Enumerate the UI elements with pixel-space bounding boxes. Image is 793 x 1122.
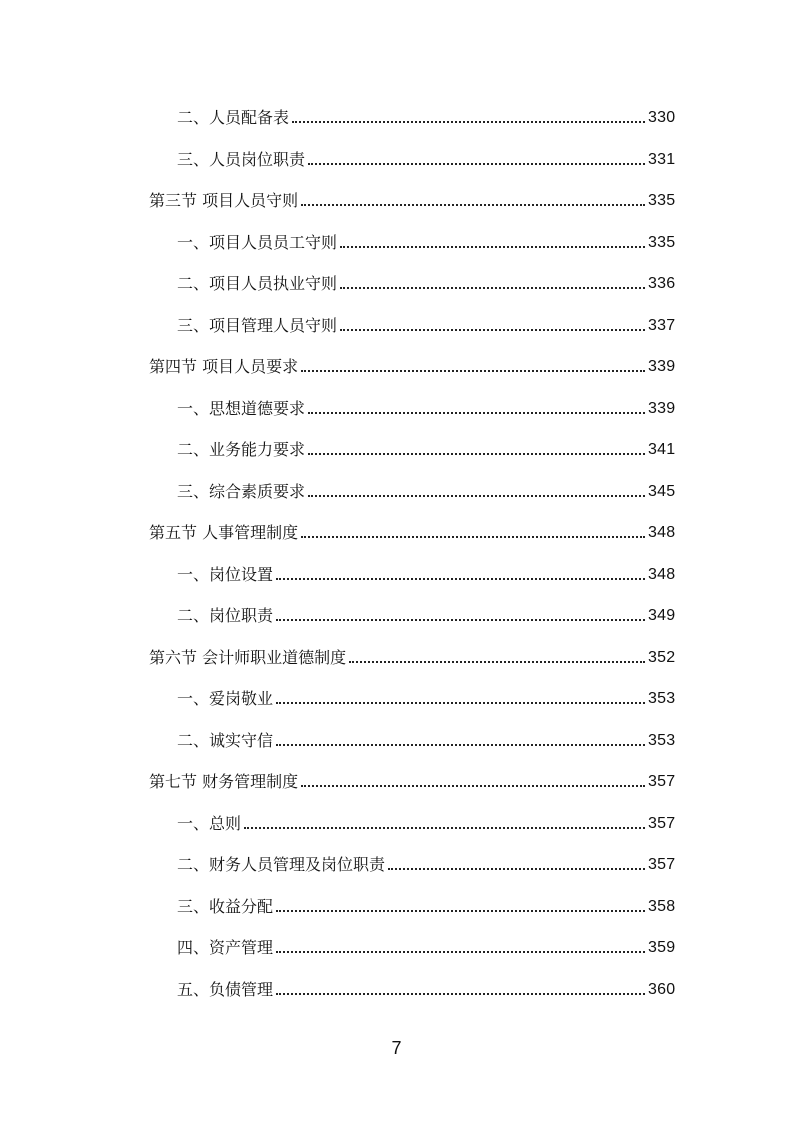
toc-entry[interactable] bbox=[0, 308, 793, 336]
toc-dot-leader bbox=[340, 329, 645, 331]
toc-entry-page: 348 bbox=[648, 566, 676, 583]
page-number: 7 bbox=[391, 1038, 402, 1058]
toc-entry-page: 335 bbox=[648, 234, 676, 251]
toc-dot-leader bbox=[276, 619, 645, 621]
toc-entry-label: 三、收益分配 bbox=[177, 897, 274, 916]
toc-entry-page: 353 bbox=[648, 732, 676, 749]
toc-entry-page: 341 bbox=[648, 441, 676, 458]
toc-entry[interactable] bbox=[0, 847, 793, 875]
toc-entry[interactable] bbox=[0, 557, 793, 585]
toc-entry[interactable] bbox=[0, 142, 793, 170]
toc-entry-label: 一、思想道德要求 bbox=[177, 399, 306, 418]
toc-entry[interactable] bbox=[0, 391, 793, 419]
toc-entry[interactable] bbox=[0, 598, 793, 626]
toc-entry-page: 336 bbox=[648, 275, 676, 292]
toc-entry[interactable] bbox=[0, 183, 793, 211]
toc-entry-page: 358 bbox=[648, 898, 676, 915]
toc-dot-leader bbox=[301, 785, 645, 787]
toc-dot-leader bbox=[301, 204, 645, 206]
toc-dot-leader bbox=[276, 951, 645, 953]
toc-entry[interactable] bbox=[0, 930, 793, 958]
toc-dot-leader bbox=[276, 744, 645, 746]
toc-dot-leader bbox=[292, 121, 645, 123]
toc-entry-label: 第四节 项目人员要求 bbox=[149, 357, 299, 376]
toc-entry-label: 一、岗位设置 bbox=[177, 565, 274, 584]
toc-entry[interactable] bbox=[0, 225, 793, 253]
toc-entry[interactable] bbox=[0, 681, 793, 709]
toc-dot-leader bbox=[308, 495, 645, 497]
toc-entry-page: 339 bbox=[648, 358, 676, 375]
toc-entry[interactable] bbox=[0, 515, 793, 543]
toc-entry-label: 二、人员配备表 bbox=[177, 108, 290, 127]
toc-entry-label: 四、资产管理 bbox=[177, 938, 274, 957]
toc-entry[interactable] bbox=[0, 764, 793, 792]
toc-dot-leader bbox=[349, 661, 645, 663]
toc-dot-leader bbox=[340, 246, 645, 248]
toc-entry-page: 348 bbox=[648, 524, 676, 541]
toc-dot-leader bbox=[301, 536, 645, 538]
toc-dot-leader bbox=[308, 453, 645, 455]
toc-dot-leader bbox=[276, 702, 645, 704]
toc-entry-page: 330 bbox=[648, 109, 676, 126]
toc-entry-label: 一、爱岗敬业 bbox=[177, 689, 274, 708]
toc-entry-page: 339 bbox=[648, 400, 676, 417]
toc-entry-label: 二、项目人员执业守则 bbox=[177, 274, 338, 293]
toc-entry[interactable] bbox=[0, 972, 793, 1000]
toc-entry-page: 353 bbox=[648, 690, 676, 707]
toc-entry-label: 第七节 财务管理制度 bbox=[149, 772, 299, 791]
toc-entry-label: 二、岗位职责 bbox=[177, 606, 274, 625]
toc-entry-label: 第三节 项目人员守则 bbox=[149, 191, 299, 210]
toc-entry-page: 335 bbox=[648, 192, 676, 209]
toc-entry[interactable] bbox=[0, 432, 793, 460]
toc-dot-leader bbox=[276, 993, 645, 995]
toc-entry-label: 三、综合素质要求 bbox=[177, 482, 306, 501]
toc-dot-leader bbox=[301, 370, 645, 372]
toc-entry-label: 一、项目人员员工守则 bbox=[177, 233, 338, 252]
toc-entry[interactable] bbox=[0, 100, 793, 128]
toc-entry-label: 三、项目管理人员守则 bbox=[177, 316, 338, 335]
toc-entry-page: 345 bbox=[648, 483, 676, 500]
toc-entry-label: 二、诚实守信 bbox=[177, 731, 274, 750]
toc-entry-page: 357 bbox=[648, 773, 676, 790]
toc-entry-label: 二、财务人员管理及岗位职责 bbox=[177, 855, 386, 874]
toc-dot-leader bbox=[276, 578, 645, 580]
toc-dot-leader bbox=[244, 827, 645, 829]
toc-dot-leader bbox=[308, 412, 645, 414]
toc-entry[interactable] bbox=[0, 806, 793, 834]
toc-entry-label: 一、总则 bbox=[177, 814, 242, 833]
toc-entry[interactable] bbox=[0, 723, 793, 751]
toc-entry[interactable] bbox=[0, 474, 793, 502]
toc-entry-page: 360 bbox=[648, 981, 676, 998]
toc-entry-label: 第五节 人事管理制度 bbox=[149, 523, 299, 542]
toc-entry[interactable] bbox=[0, 640, 793, 668]
toc-entry-page: 337 bbox=[648, 317, 676, 334]
toc-dot-leader bbox=[340, 287, 645, 289]
toc-entry-page: 359 bbox=[648, 939, 676, 956]
toc-entry-label: 二、业务能力要求 bbox=[177, 440, 306, 459]
toc-dot-leader bbox=[308, 163, 645, 165]
toc-entry[interactable] bbox=[0, 266, 793, 294]
toc-entry-page: 357 bbox=[648, 815, 676, 832]
toc-entry[interactable] bbox=[0, 889, 793, 917]
toc-entry-label: 五、负债管理 bbox=[177, 980, 274, 999]
toc-entry-page: 349 bbox=[648, 607, 676, 624]
toc-entry-page: 352 bbox=[648, 649, 676, 666]
toc-dot-leader bbox=[276, 910, 645, 912]
toc-entry-label: 三、人员岗位职责 bbox=[177, 150, 306, 169]
toc-entry-page: 331 bbox=[648, 151, 676, 168]
toc-entry-label: 第六节 会计师职业道德制度 bbox=[149, 648, 347, 667]
toc-entry-page: 357 bbox=[648, 856, 676, 873]
toc-entry[interactable] bbox=[0, 349, 793, 377]
toc-dot-leader bbox=[388, 868, 645, 870]
